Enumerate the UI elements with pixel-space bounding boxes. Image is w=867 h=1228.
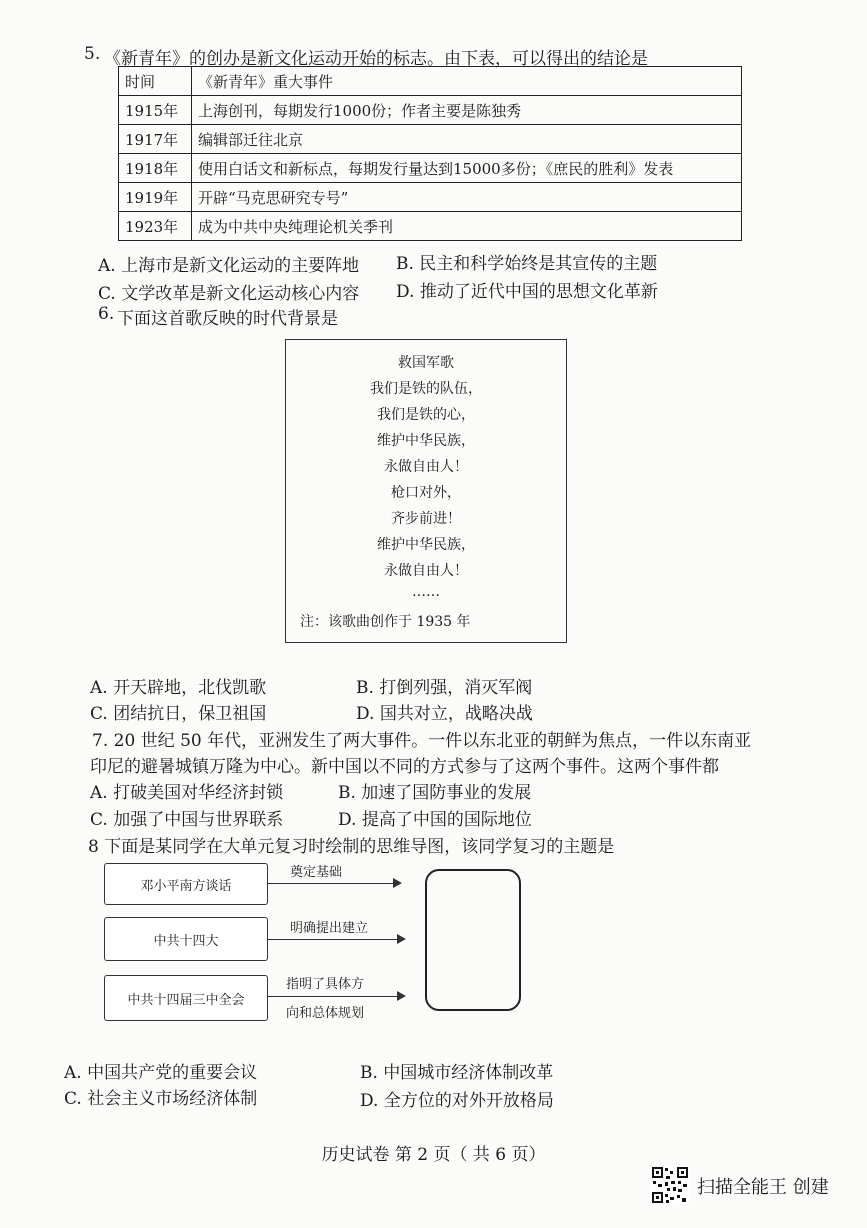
- arrow-right-icon: [268, 996, 404, 997]
- q6-option-b: B. 打倒列强，消灭军阀: [356, 678, 533, 698]
- mind-map-label: 奠定基础: [290, 865, 343, 880]
- mind-map-label: 向和总体规划: [286, 1006, 365, 1021]
- page-footer: 历史试卷 第 2 页（ 共 6 页）: [321, 1145, 546, 1165]
- q7-stem-line-1: 7. 20 世纪 50 年代，亚洲发生了两大事件。一件以东北亚的朝鲜为焦点，一件以东南亚: [92, 731, 752, 751]
- row-year: 1919年: [119, 183, 192, 212]
- table-row: [119, 212, 742, 241]
- song-note: 注：该歌曲创作于 1935 年: [300, 614, 471, 630]
- mind-map-box-third-plenum: 中共十四届三中全会: [104, 975, 268, 1021]
- q7-option-b: B. 加速了国防事业的发展: [338, 783, 532, 803]
- song-line: 维护中华民族，: [377, 433, 475, 449]
- q8-option-b: B. 中国城市经济体制改革: [360, 1063, 554, 1083]
- q7-option-d: D. 提高了中国的国际地位: [338, 810, 532, 830]
- table-row: [119, 125, 742, 154]
- qr-code-icon: [651, 1166, 689, 1204]
- scanner-brand-text: 扫描全能王 创建: [697, 1177, 829, 1198]
- song-line: 永做自由人！: [384, 459, 468, 475]
- table-row: [119, 96, 742, 125]
- row-event: 成为中共中央纯理论机关季刊: [192, 212, 742, 241]
- song-line: 永做自由人！: [384, 563, 468, 579]
- song-line: 枪口对外，: [391, 485, 461, 501]
- q5-number: 5.: [84, 44, 101, 64]
- song-lyrics-box: [285, 339, 567, 643]
- table-row: [119, 183, 742, 212]
- q8-stem: 8 下面是某同学在大单元复习时绘制的思维导图，该同学复习的主题是: [88, 837, 615, 857]
- mind-map-answer-box: [425, 869, 521, 1011]
- mind-map-box-southern-talks: 邓小平南方谈话: [104, 863, 268, 905]
- q5-option-d: D. 推动了近代中国的思想文化革新: [396, 282, 658, 302]
- q5-option-a: A. 上海市是新文化运动的主要阵地: [98, 256, 360, 276]
- row-event: 使用白话文和新标点，每期发行量达到15000多份；《庶民的胜利》发表: [192, 154, 742, 183]
- q6-number: 6.: [98, 304, 115, 324]
- q8-option-a: A. 中国共产党的重要会议: [64, 1063, 258, 1083]
- row-event: 上海创刊，每期发行1000份；作者主要是陈独秀: [192, 96, 742, 125]
- mind-map-label: 明确提出建立: [290, 921, 369, 936]
- q6-option-d: D. 国共对立，战略决战: [356, 704, 533, 724]
- header-event: 《新青年》重大事件: [192, 67, 742, 96]
- song-line: 我们是铁的队伍，: [370, 381, 482, 397]
- row-event: 编辑部迁往北京: [192, 125, 742, 154]
- song-line: 我们是铁的心，: [377, 407, 475, 423]
- q8-option-d: D. 全方位的对外开放格局: [360, 1091, 554, 1111]
- song-line: 维护中华民族，: [377, 537, 475, 553]
- row-event: 开辟“马克思研究专号”: [192, 183, 742, 212]
- q7-stem-line-2: 印尼的避暑城镇万隆为中心。新中国以不同的方式参与了这两个事件。这两个事件都: [90, 757, 719, 777]
- mind-map-label: 指明了具体方: [286, 977, 365, 992]
- row-year: 1923年: [119, 212, 192, 241]
- table-row: [119, 154, 742, 183]
- row-year: 1917年: [119, 125, 192, 154]
- q5-stem: 《新青年》的创办是新文化运动开始的标志。由下表，可以得出的结论是: [104, 49, 648, 69]
- arrow-right-icon: [268, 939, 404, 940]
- row-year: 1915年: [119, 96, 192, 125]
- arrow-right-icon: [268, 883, 400, 884]
- q6-option-c: C. 团结抗日，保卫祖国: [90, 704, 267, 724]
- q5-option-c: C. 文学改革是新文化运动核心内容: [98, 284, 360, 304]
- q6-stem: 下面这首歌反映的时代背景是: [117, 309, 338, 329]
- mind-map-box-14th-congress: 中共十四大: [104, 917, 268, 961]
- q7-option-a: A. 打破美国对华经济封锁: [90, 783, 284, 803]
- song-ellipsis: ……: [412, 584, 440, 600]
- q5-option-b: B. 民主和科学始终是其宣传的主题: [396, 254, 658, 274]
- song-title: 救国军歌: [398, 355, 454, 371]
- q6-option-a: A. 开天辟地，北伐凯歌: [90, 678, 267, 698]
- row-year: 1918年: [119, 154, 192, 183]
- table-header-row: [119, 67, 742, 96]
- song-line: 齐步前进！: [391, 511, 461, 527]
- q8-option-c: C. 社会主义市场经济体制: [64, 1089, 258, 1109]
- q7-option-c: C. 加强了中国与世界联系: [90, 810, 284, 830]
- q5-events-table: [118, 66, 742, 241]
- header-time: 时间: [119, 67, 192, 96]
